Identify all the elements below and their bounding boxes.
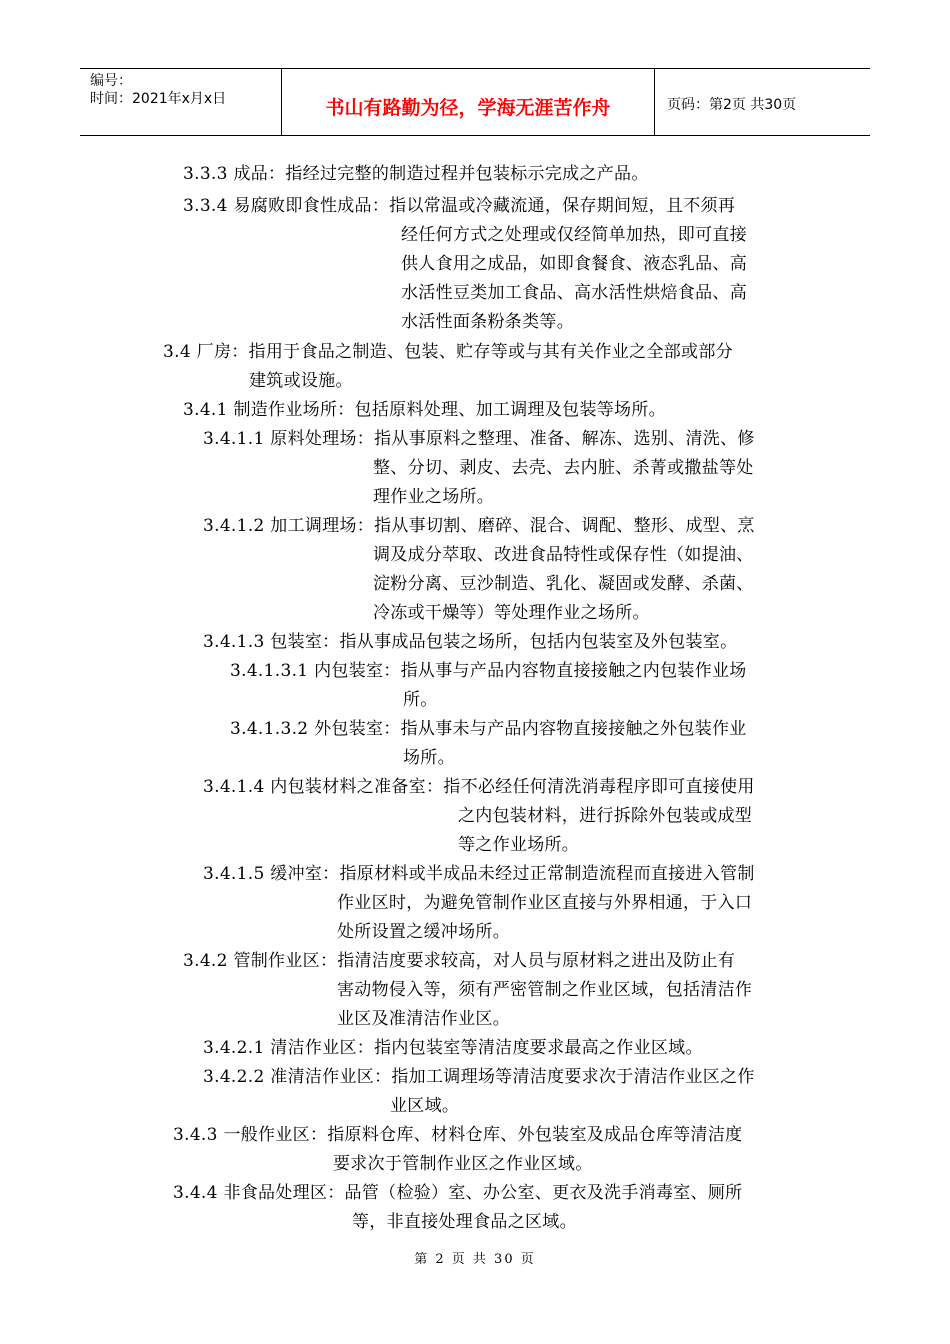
text-line: 3.4.1.5 缓冲室：指原材料或半成品未经过正常制造流程而直接进入管制: [203, 864, 755, 884]
text-line: 经任何方式之处理或仅经简单加热，即可直接: [401, 225, 747, 245]
text-line: 水活性豆类加工食品、高水活性烘焙食品、高: [401, 283, 747, 303]
text-line: 淀粉分离、豆沙制造、乳化、凝固或发酵、杀菌、: [373, 574, 754, 594]
text-line: 3.4.1.1 原料处理场：指从事原料之整理、准备、解冻、选别、清洗、修: [203, 429, 755, 449]
text-line: 害动物侵入等，须有严密管制之作业区域，包括清洁作: [337, 980, 753, 1000]
text-line: 要求次于管制作业区之作业区域。: [333, 1154, 593, 1174]
header-page-info: 页码：第2页 共30页: [667, 97, 797, 113]
text-line: 3.4.2.2 准清洁作业区：指加工调理场等清洁度要求次于清洁作业区之作: [203, 1067, 755, 1087]
text-line: 3.4.1.3 包装室：指从事成品包装之场所，包括内包装室及外包装室。: [203, 632, 738, 652]
text-line: 供人食用之成品，如即食餐食、液态乳品、高: [401, 254, 747, 274]
text-line: 3.4.1.3.2 外包装室：指从事未与产品内容物直接接触之外包装作业: [230, 719, 747, 739]
page-footer: 第 2 页 共 30 页: [414, 1252, 536, 1267]
text-line: 理作业之场所。: [373, 487, 495, 507]
text-line: 3.4.1 制造作业场所：包括原料处理、加工调理及包装等场所。: [183, 400, 666, 420]
text-line: 冷冻或干燥等）等处理作业之场所。: [373, 603, 650, 623]
time-label: 时间：2021年x月x日: [90, 91, 227, 107]
text-line: 场所。: [403, 748, 455, 768]
text-line: 处所设置之缓冲场所。: [337, 922, 510, 942]
text-line: 3.4.4 非食品处理区：品管（检验）室、办公室、更衣及洗手消毒室、厕所: [173, 1183, 743, 1203]
text-line: 所。: [403, 690, 438, 710]
header-motto: 书山有路勤为径，学海无涯苦作舟: [282, 69, 655, 135]
text-line: 之内包装材料，进行拆除外包装或成型: [458, 806, 753, 826]
text-line: 3.3.4 易腐败即食性成品：指以常温或冷藏流通，保存期间短，且不须再: [183, 196, 736, 216]
text-line: 3.4 厂房：指用于食品之制造、包装、贮存等或与其有关作业之全部或部分: [163, 342, 733, 362]
text-line: 3.4.2.1 清洁作业区：指内包装室等清洁度要求最高之作业区域。: [203, 1038, 703, 1058]
text-line: 水活性面条粉条类等。: [401, 312, 574, 332]
text-line: 3.4.2 管制作业区：指清洁度要求较高，对人员与原材料之进出及防止有: [183, 951, 736, 971]
text-line: 3.3.3 成品：指经过完整的制造过程并包装标示完成之产品。: [183, 164, 649, 184]
page-header: [80, 68, 870, 136]
text-line: 调及成分萃取、改进食品特性或保存性（如提油、: [373, 545, 754, 565]
text-line: 作业区时，为避免管制作业区直接与外界相通，于入口: [337, 893, 753, 913]
text-line: 3.4.1.3.1 内包装室：指从事与产品内容物直接接触之内包装作业场: [230, 661, 747, 681]
text-line: 整、分切、剥皮、去壳、去内脏、杀菁或撒盐等处: [373, 458, 754, 478]
text-line: 3.4.1.2 加工调理场：指从事切割、磨碎、混合、调配、整形、成型、烹: [203, 516, 755, 536]
header-meta: [80, 69, 282, 135]
text-line: 建筑或设施。: [249, 371, 353, 391]
text-line: 等，非直接处理食品之区域。: [352, 1212, 577, 1232]
text-line: 业区域。: [390, 1096, 460, 1116]
text-line: 3.4.1.4 内包装材料之准备室：指不必经任何清洗消毒程序即可直接使用: [203, 777, 755, 797]
text-line: 3.4.3 一般作业区：指原料仓库、材料仓库、外包装室及成品仓库等清洁度: [173, 1125, 743, 1145]
text-line: 等之作业场所。: [458, 835, 580, 855]
text-line: 业区及准清洁作业区。: [337, 1009, 510, 1029]
serial-label: 编号：: [90, 73, 132, 89]
